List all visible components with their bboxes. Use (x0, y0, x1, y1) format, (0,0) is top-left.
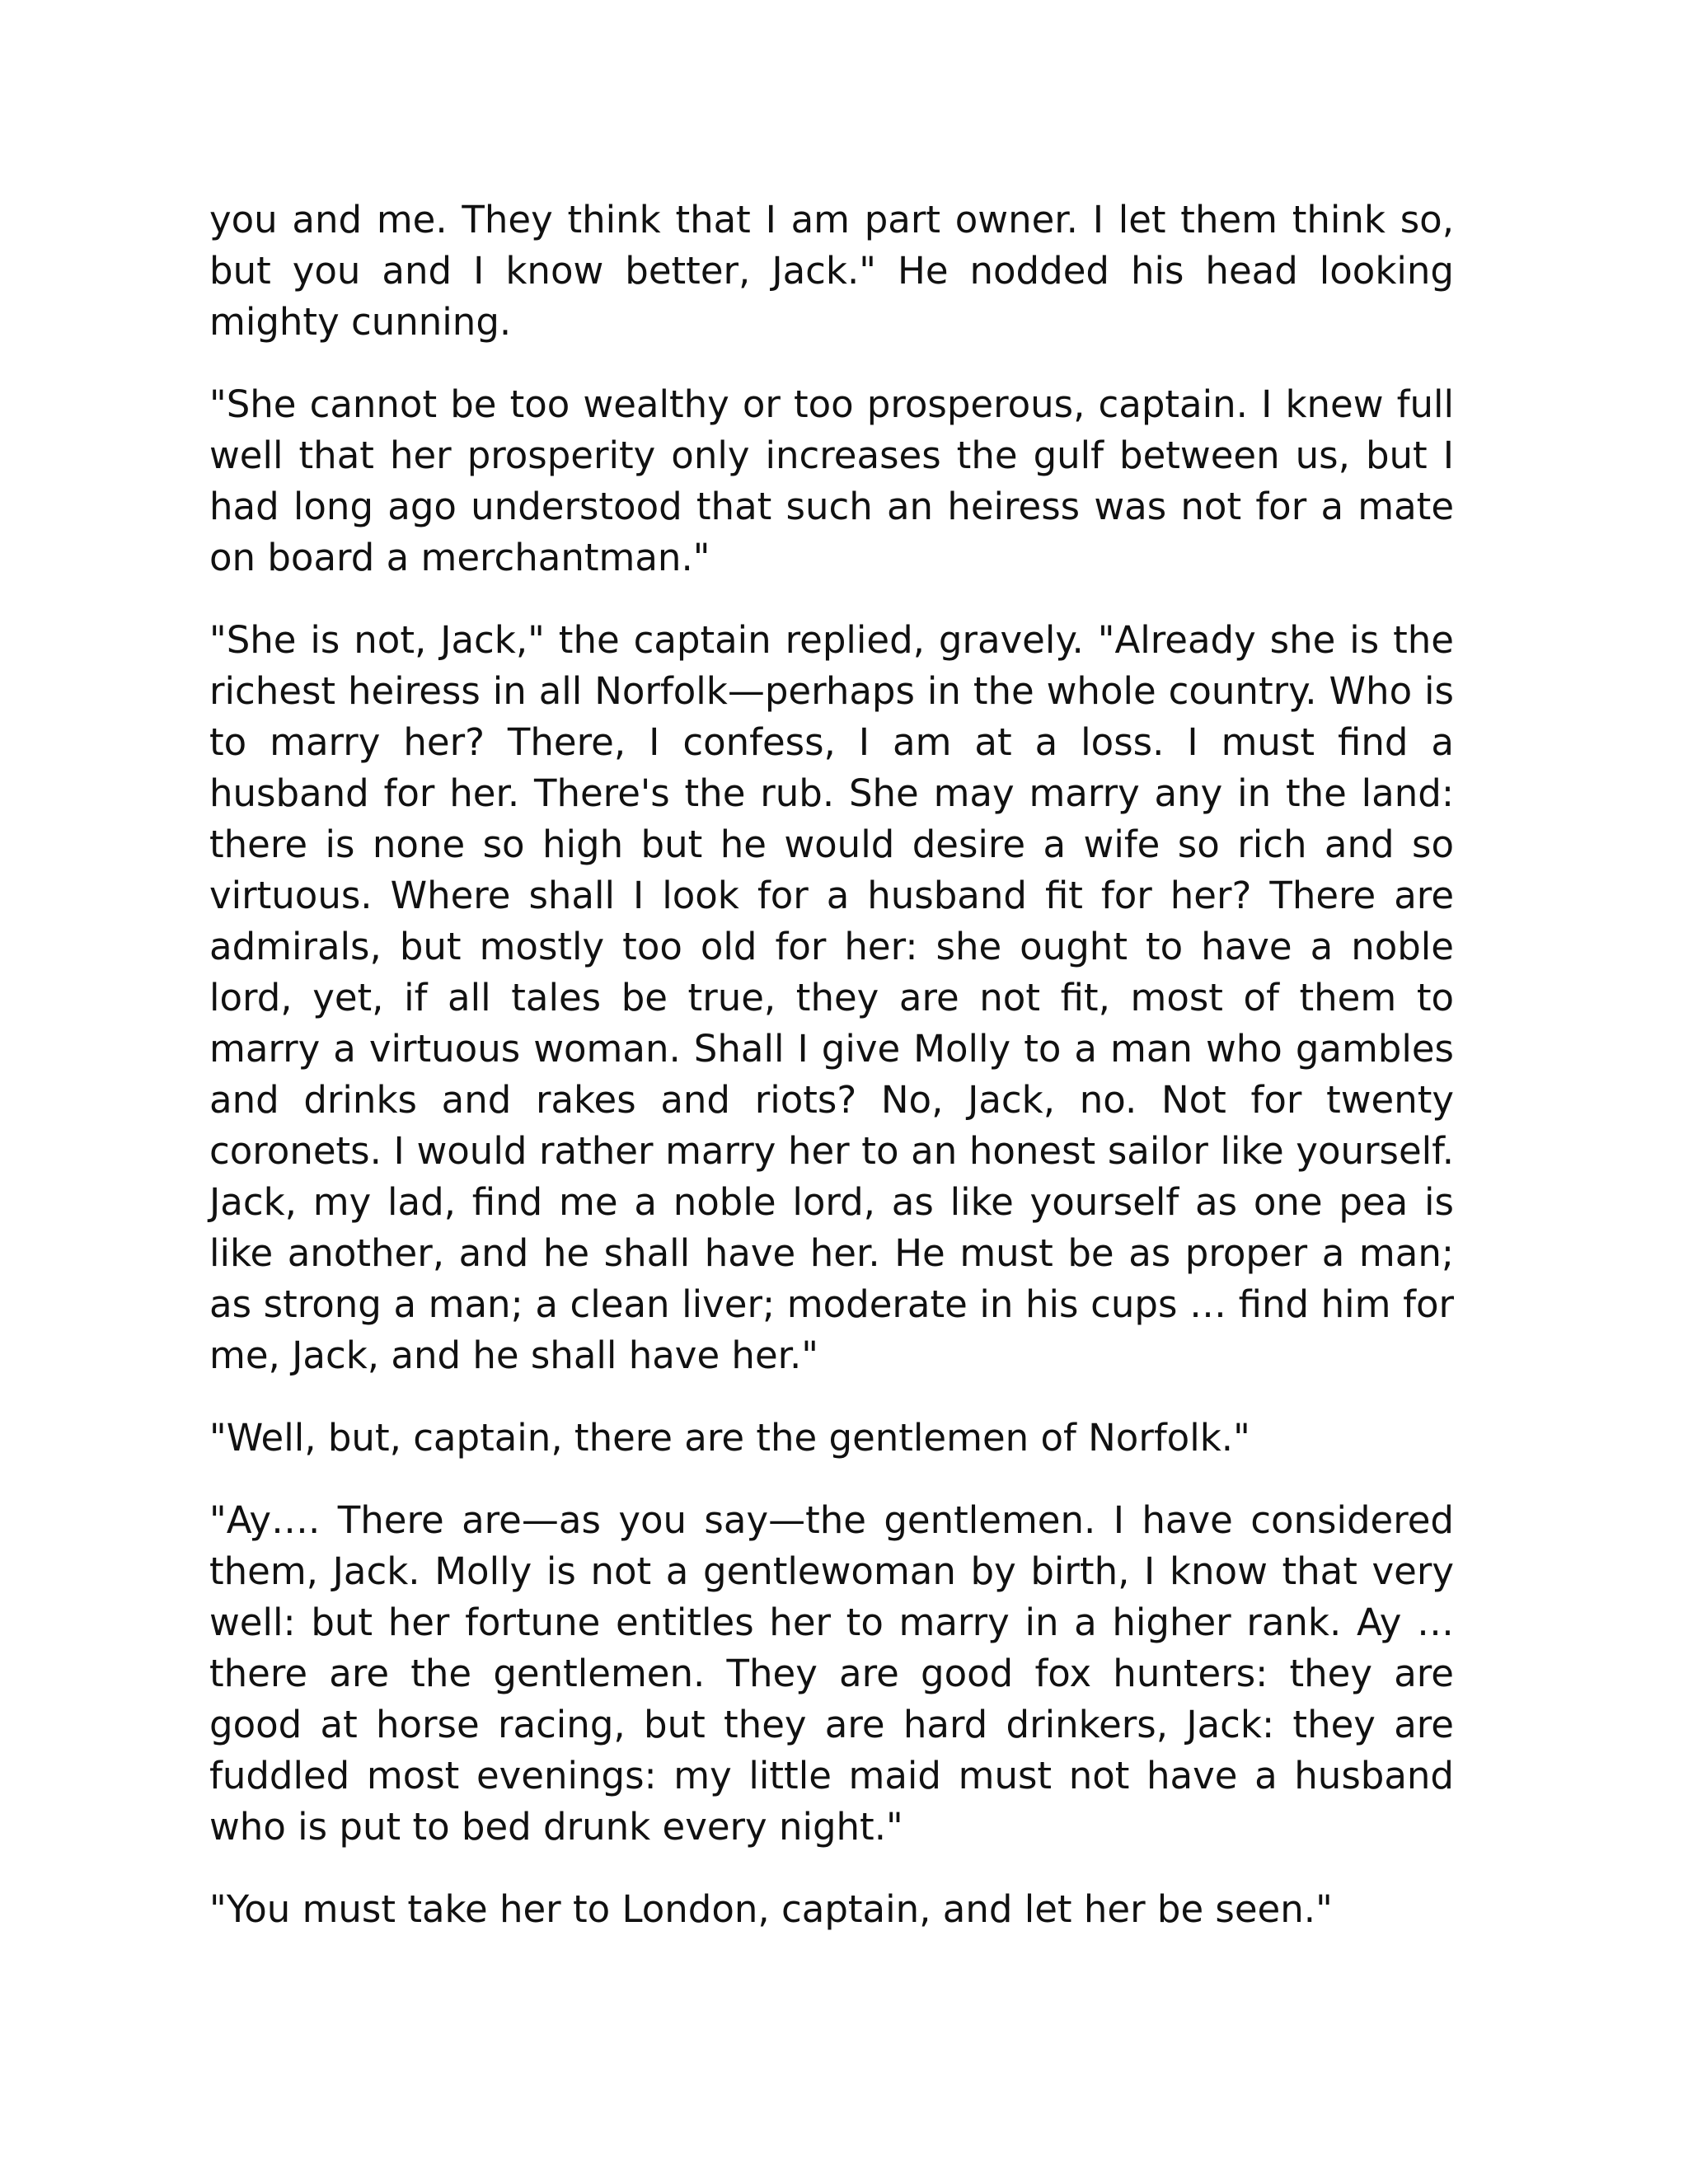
paragraph-3: "She is not, Jack," the captain replied, gravely. "Already she is the richest heiress in all Norfolk—perhaps in the whole country. Who is to marry her? There, I confess, I am at a loss. I must find a husband for her. There's the rub. She may marry any in the land: there is none so high but he would desire a wife so rich and so virtuous. Where shall I look for a husband fit for her? There are admirals, but mostly too old for her: she ought to have a noble lord, yet, if all tales be true, they are not fit, most of them to marry a virtuous woman. Shall I give Molly to a man who gambles and drinks and rakes and riots? No, Jack, no. Not for twenty coronets. I would rather marry her to an honest sailor like yourself. Jack, my lad, find me a noble lord, as like yourself as one pea is like another, and he shall have her. He must be as proper a man; as strong a man; a clean liver; moderate in his cups … find him for me, Jack, and he shall have her." (209, 618, 1454, 1377)
paragraph-1: you and me. They think that I am part owner. I let them think so, but you and I know better, Jack." He nodded his head looking mighty cunning. (209, 198, 1454, 344)
paragraph-4: "Well, but, captain, there are the gentlemen of Norfolk." (209, 1416, 1250, 1460)
paragraph-2: "She cannot be too wealthy or too prosperous, captain. I knew full well that her prosperity only increases the gulf between us, but I had long ago understood that such an heiress was not for a mate on board a merchantman." (209, 382, 1454, 579)
paragraph-5: "Ay…. There are—as you say—the gentlemen. I have considered them, Jack. Molly is not a gentlewoman by birth, I know that very well: but her fortune entitles her to marry in a higher rank. Ay … there are the gentlemen. They are good fox hunters: they are good at horse racing, but they are hard drinkers, Jack: they are fuddled most evenings: my little maid must not have a husband who is put to bed drunk every night." (209, 1498, 1454, 1849)
body-text (209, 194, 1454, 1966)
paragraph-6: "You must take her to London, captain, and let her be seen." (209, 1887, 1333, 1931)
